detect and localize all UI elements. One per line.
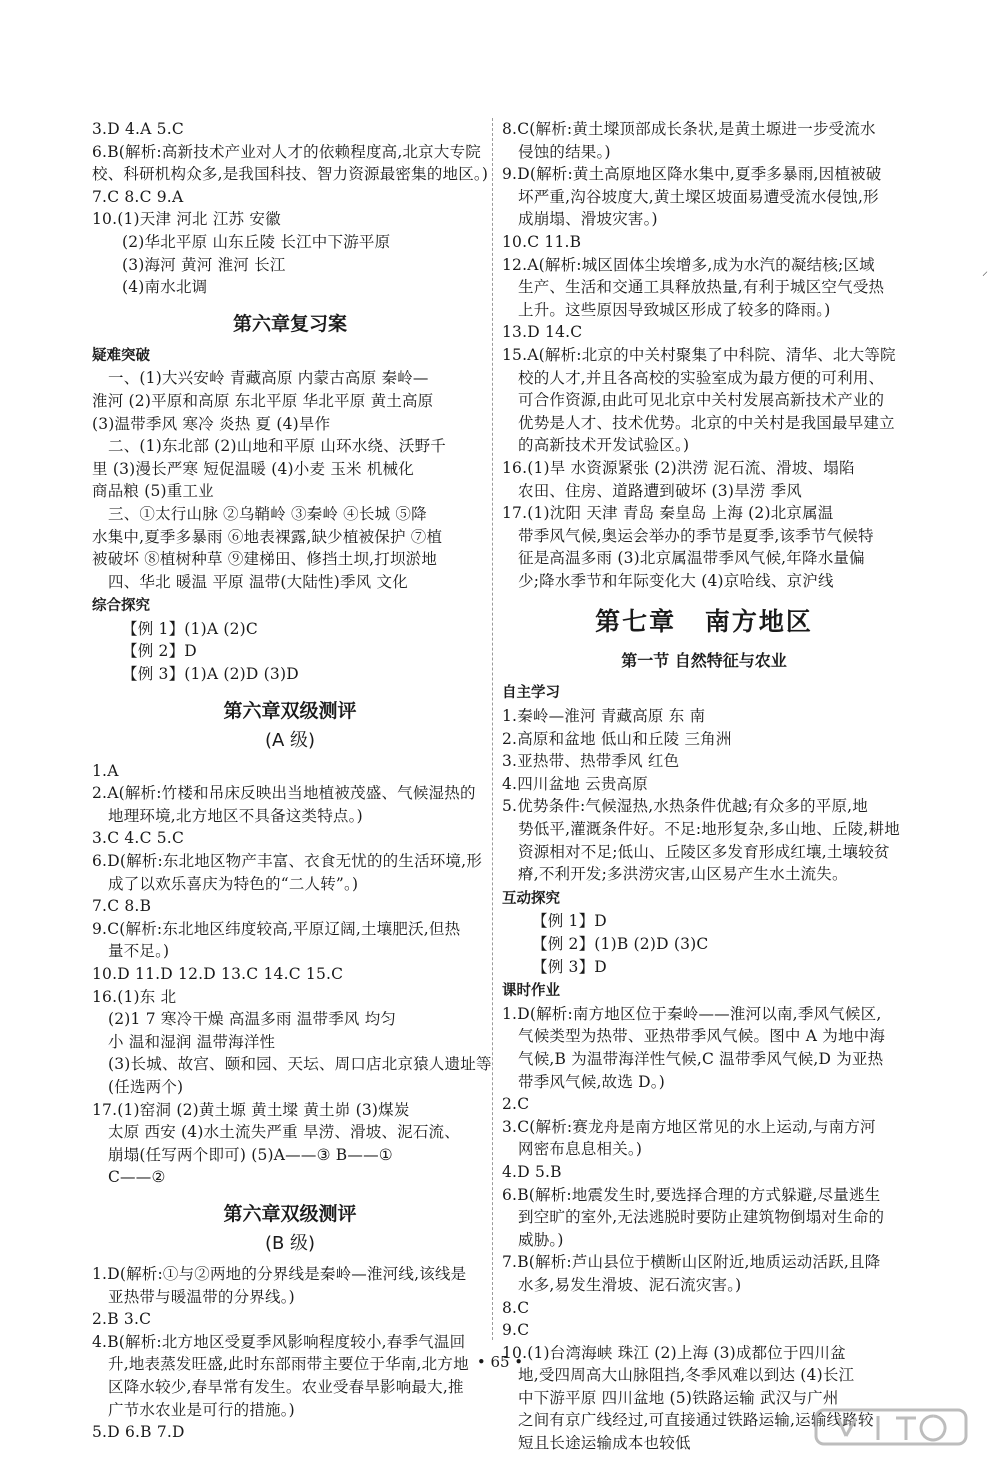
answer-line: 带季风气候,奥运会举办的季节是夏季,该季节气候特 [518,526,874,545]
answer-line: (2)1 7 寒冷干燥 高温多雨 温带季风 均匀 [108,1010,397,1029]
answer-line: 二、(1)东北部 (2)山地和平原 山环水绕、沃野千 [108,437,446,456]
answer-line: 地理环境,北方地区不具备这类特点。) [108,806,363,825]
answer-line: 农田、住房、道路遭到破坏 (3)旱涝 季风 [518,481,803,500]
answer-line: 坏严重,沟谷坡度大,黄土墚区坡面易遭受流水侵蚀,形 [518,187,879,206]
answer-line: 【例 1】(1)A (2)C [122,619,258,638]
answer-line: 【例 3】(1)A (2)D (3)D [122,665,299,684]
answer-line: 10.(1)天津 河北 江苏 安徽 [92,210,281,229]
answer-line: 亚热带与暖温带的分界线。) [108,1287,295,1306]
answer-line: 带季风气候,故选 D。) [518,1072,665,1091]
answer-line: 里 (3)漫长严寒 短促温暖 (4)小麦 玉米 机械化 [92,459,414,478]
answer-line: 6.D(解析:东北地区物产丰富、衣食无忧的的生活环境,形 [92,852,483,871]
answer-line: 太原 西安 (4)水土流失严重 旱涝、滑坡、泥石流、 [108,1123,460,1142]
answer-line: 成崩塌、滑坡灾害。) [518,210,658,229]
answer-line: 小 温和湿润 温带海洋性 [108,1032,276,1051]
answer-line: C——② [108,1168,166,1187]
answer-line: 4.D 5.B [502,1162,562,1181]
answer-line: 侵蚀的结果。) [518,142,611,161]
answer-line: 之间有京广线经过,可直接通过铁路运输,运输线路较 [518,1411,874,1430]
page-number: • 65 • [476,1353,524,1371]
answer-line: 成了以欢乐喜庆为特色的“二人转”。) [108,874,359,893]
answer-line: 水多,易发生滑坡、泥石流灾害。) [518,1275,742,1294]
answer-line: 9.C(解析:东北地区纬度较高,平原辽阔,土壤肥沃,但热 [92,919,461,938]
answer-line: 16.(1)旱 水资源紧张 (2)洪涝 泥石流、滑坡、塌陷 [502,458,855,477]
section-label: 互动探究 [502,890,560,907]
answer-line: 1.秦岭—淮河 青藏高原 东 南 [502,707,706,726]
answer-line: 势低平,灌溉条件好。不足:地形复杂,多山地、丘陵,耕地 [518,820,900,839]
answer-line: 1.D(解析:①与②两地的分界线是秦岭—淮河线,该线是 [92,1264,467,1283]
answer-line: 三、①太行山脉 ②乌鞘岭 ③秦岭 ④长城 ⑤降 [108,504,427,523]
answer-line: 威胁。) [518,1230,564,1249]
chapter-heading: 第六章双级测评 [223,699,357,722]
answer-line: 8.C [502,1298,530,1317]
answer-line: 6.B(解析:高新技术产业对人才的依赖程度高,北京大专院 [92,142,481,161]
answer-line: 6.B(解析:地震发生时,要选择合理的方式躲避,尽量逃生 [502,1185,881,1204]
answer-line: 资源相对不足;低山、丘陵区多发育形成红壤,土壤较贫 [518,842,890,861]
answer-line: 气候类型为热带、亚热带季风气候。图中 A 为地中海 [518,1027,886,1046]
answer-line: (2)华北平原 山东丘陵 长江中下游平原 [122,232,391,251]
answer-line: (任选两个) [108,1077,184,1096]
answer-line: 区降水较少,春旱常有发生。农业受春旱影响最大,推 [108,1377,464,1396]
answer-line: 2.高原和盆地 低山和丘陵 三角洲 [502,729,732,748]
answer-line: 【例 2】D [122,642,197,661]
answer-line: (3)长城、故宫、颐和园、天坛、周口店北京猿人遗址等 [108,1055,492,1074]
answer-line: 到空旷的室外,无法逃脱时要防止建筑物倒塌对生命的 [518,1208,885,1227]
answer-line: 瘠,不利开发;多洪涝灾害,山区易产生水土流失。 [518,865,848,884]
answer-line: 7.C 8.C 9.A [92,187,184,206]
answer-line: 17.(1)窑洞 (2)黄土塬 黄土墚 黄土峁 (3)煤炭 [92,1100,410,1119]
answer-line: 崩塌(任写两个即可) (5)A——③ B——① [108,1145,393,1164]
answer-line: 3.D 4.A 5.C [92,120,184,138]
answer-line: 四、华北 暖温 平原 温带(大陆性)季风 文化 [108,572,408,591]
answer-line: 量不足。) [108,942,170,961]
answer-line: 7.B(解析:芦山县位于横断山区附近,地质运动活跃,且降 [502,1253,881,1272]
answer-line: 13.D 14.C [502,323,583,342]
answer-line: 生产、生活和交通工具释放热量,有利于城区空气受热 [518,278,885,297]
section-label: 综合探究 [92,598,150,615]
answer-line: 2.A(解析:竹楼和吊床反映出当地植被茂盛、气候湿热的 [92,784,476,803]
right-column [502,118,906,1455]
answer-line: 10.D 11.D 12.D 13.C 14.C 15.C [92,965,344,983]
answer-line: 一、(1)大兴安岭 青藏高原 内蒙古高原 秦岭— [108,369,429,388]
answer-line: 中下游平原 四川盆地 (5)铁路运输 武汉与广州 [518,1388,839,1407]
answer-line: 15.A(解析:北京的中关村聚集了中科院、清华、北大等院 [502,345,896,364]
answer-line: 4.B(解析:北方地区受夏季风影响程度较小,春季气温回 [92,1332,466,1351]
answer-line: 5.D 6.B 7.D [92,1423,185,1442]
answer-line: 【例 1】D [532,912,607,931]
answer-line: 5.优势条件:气候湿热,水热条件优越;有众多的平原,地 [502,797,868,816]
chapter-heading: 第六章双级测评 [223,1202,357,1225]
answer-line: 短且长途运输成本也较低 [518,1434,691,1453]
answer-line: (4)南水北调 [122,278,208,297]
answer-line: 9.C [502,1321,530,1340]
answer-line: 少;降水季节和年际变化大 (4)京哈线、京沪线 [518,571,834,590]
answer-line: 优势是人才、技术优势。北京的中关村是我国最早建立 [518,413,895,432]
answer-line: 1.D(解析:南方地区位于秦岭——淮河以南,季风气候区, [502,1004,882,1023]
answer-line: 3.C(解析:赛龙舟是南方地区常见的水上运动,与南方河 [502,1117,876,1136]
answer-line: 升,地表蒸发旺盛,此时东部雨带主要位于华南,北方地 [108,1355,469,1374]
section-title: 第一节 自然特征与农业 [621,651,787,671]
answer-line: 气候,B 为温带海洋性气候,C 温带季风气候,D 为亚热 [518,1049,884,1068]
answer-line: 水集中,夏季多暴雨 ⑥地表裸露,缺少植被保护 ⑦植 [92,527,443,546]
answer-line: (3)海河 黄河 淮河 长江 [122,255,286,274]
answer-line: 2.B 3.C [92,1310,152,1329]
answer-line: 9.D(解析:黄土高原地区降水集中,夏季多暴雨,因植被破 [502,165,882,184]
answer-line: 校的人才,并且各高校的实验室成为最方便的可利用、 [518,368,885,387]
chapter-title: 第七章 南方地区 [595,607,813,637]
answer-line: 校、科研机构众多,是我国科技、智力资源最密集的地区。) [92,165,489,184]
answer-line: 7.C 8.B [92,897,152,916]
left-column [92,118,492,1444]
level-subheading: (A 级) [264,729,316,751]
answer-line: 10.C 11.B [502,232,582,251]
answer-line: 广节水农业是可行的措施。) [108,1400,295,1419]
answer-line: 商品粮 (5)重工业 [92,482,214,501]
section-label: 自主学习 [502,685,560,702]
answer-line: 【例 2】(1)B (2)D (3)C [532,935,709,953]
answer-line: 的高新技术开发试验区。) [518,436,690,455]
section-label: 课时作业 [502,983,560,1000]
chapter-heading: 第六章复习案 [232,312,347,335]
answer-line: 【例 3】D [532,957,607,976]
answer-line: 上升。这些原因导致城区形成了较多的降雨。) [518,300,831,319]
answer-line: 3.C 4.C 5.C [92,829,184,848]
answer-line: 8.C(解析:黄土墚顶部成长条状,是黄土塬进一步受流水 [502,120,876,138]
column-divider [492,118,493,1340]
answer-line: 地,受四周高大山脉阻挡,冬季风难以到达 (4)长江 [518,1366,855,1385]
answer-line: 可合作资源,由此可见北京中关村发展高新技术产业的 [518,391,885,410]
answer-line: 16.(1)东 北 [92,987,177,1006]
answer-line: 4.四川盆地 云贵高原 [502,774,648,793]
answer-line: 淮河 (2)平原和高原 东北平原 华北平原 黄土高原 [92,391,434,410]
answer-line: 3.亚热带、热带季风 红色 [502,752,680,771]
margin-mark: ⸝ [982,264,989,278]
answer-line: 17.(1)沈阳 天津 青岛 秦皇岛 上海 (2)北京属温 [502,504,834,523]
answer-line: 2.C [502,1095,530,1114]
answer-line: 网密布息息相关。) [518,1140,643,1159]
answer-line: 12.A(解析:城区固体尘埃增多,成为水汽的凝结核;区域 [502,255,875,274]
section-label: 疑难突破 [92,347,150,364]
answer-line: 被破坏 ⑧植树种草 ⑨建梯田、修挡土坝,打坝淤地 [92,550,438,569]
answer-line: 1.A [92,761,119,780]
answer-line: 征是高温多雨 (3)北京属温带季风气候,年降水量偏 [518,549,865,568]
level-subheading: (B 级) [264,1232,316,1254]
answer-line: (3)温带季风 寒冷 炎热 夏 (4)旱作 [92,414,331,433]
watermark-stamp [808,1406,978,1474]
answer-line: 10.(1)台湾海峡 珠江 (2)上海 (3)成都位于四川盆 [502,1343,846,1362]
